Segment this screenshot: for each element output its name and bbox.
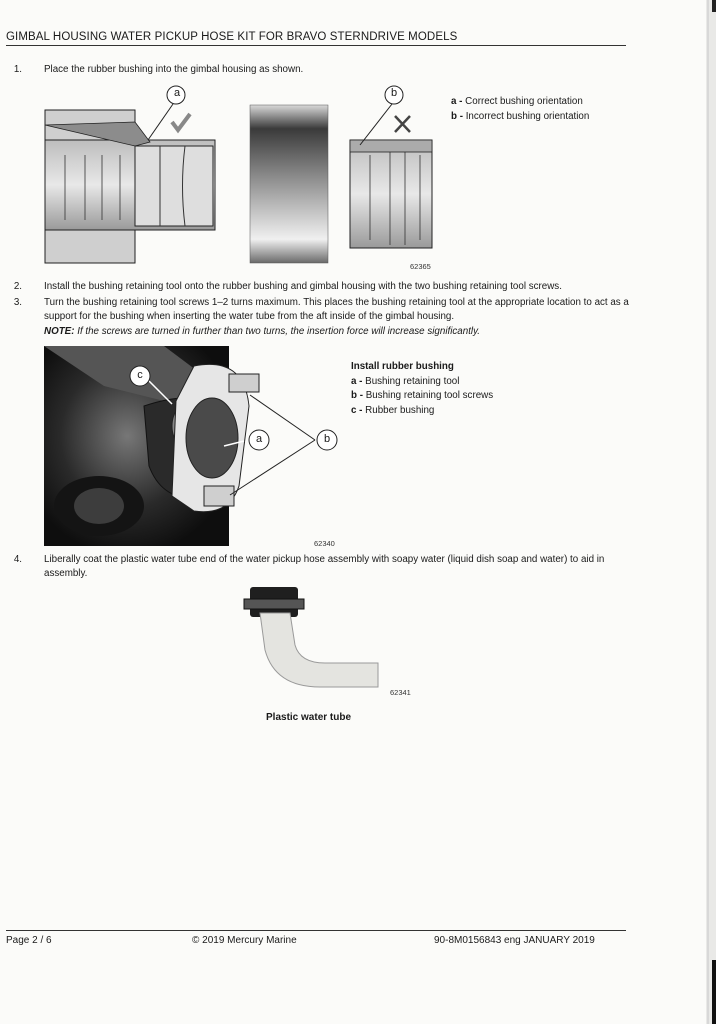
step-4 <box>6 553 646 581</box>
figure-number: 62365 <box>410 262 431 271</box>
header-rule <box>6 45 626 46</box>
step-number: 4. <box>13 554 22 565</box>
figure-plastic-water-tube <box>240 585 390 695</box>
figure-number: 62341 <box>390 688 411 697</box>
page-title: GIMBAL HOUSING WATER PICKUP HOSE KIT FOR BRAVO STERNDRIVE MODELS <box>6 31 458 43</box>
footer-rule <box>6 930 626 931</box>
step-text: Place the rubber bushing into the gimbal housing as shown. <box>44 64 304 75</box>
note <box>44 325 644 339</box>
check-icon <box>172 114 190 130</box>
step-text: Turn the bushing retaining tool screws 1–2 turns maximum. This places the bushing retaining tool at the appropriate location to act as a support for the bushing when inserting the water tube from the aft inside of the gimbal housing. <box>44 297 629 322</box>
step-number: 1. <box>13 64 22 75</box>
step-3 <box>6 296 646 324</box>
step-text: Liberally coat the plastic water tube end of the water pickup hose assembly with soapy water (liquid dish soap and water) to aid in assembly. <box>44 554 605 579</box>
legend-item: c - Rubber bushing <box>351 404 435 416</box>
step-text: Install the bushing retaining tool onto the rubber bushing and gimbal housing with the two bushing retaining tool screws. <box>44 281 562 292</box>
callout-b: b <box>323 433 331 445</box>
document-number: 90-8M0156843 eng JANUARY 2019 <box>434 935 595 946</box>
copyright: © 2019 Mercury Marine <box>192 935 297 946</box>
legend-figure-2 <box>351 360 493 418</box>
legend-item: b - Bushing retaining tool screws <box>351 390 494 401</box>
callout-a: a <box>255 433 263 445</box>
figure-number: 62340 <box>314 539 335 548</box>
legend-title: Install rubber bushing <box>351 361 454 372</box>
legend-item: b - Incorrect bushing orientation <box>451 110 590 122</box>
step-1 <box>6 63 646 77</box>
callout-c: c <box>137 369 143 381</box>
step-number: 3. <box>13 297 22 308</box>
note-text: If the screws are turned in further than two turns, the insertion force will increase significantly. <box>77 326 480 337</box>
figure-bushing-orientation <box>40 80 450 275</box>
figure-caption: Plastic water tube <box>266 712 352 723</box>
x-icon <box>395 116 410 132</box>
callout-a: a <box>173 87 181 99</box>
step-2 <box>6 280 646 294</box>
step-number: 2. <box>13 281 22 292</box>
legend-figure-1 <box>451 95 589 124</box>
page-number: Page 2 / 6 <box>6 935 52 946</box>
legend-item: a - Correct bushing orientation <box>451 96 583 107</box>
callout-b: b <box>390 87 398 99</box>
note-label: NOTE: <box>44 326 75 337</box>
legend-item: a - Bushing retaining tool <box>351 375 460 387</box>
scan-edge <box>688 0 716 1024</box>
